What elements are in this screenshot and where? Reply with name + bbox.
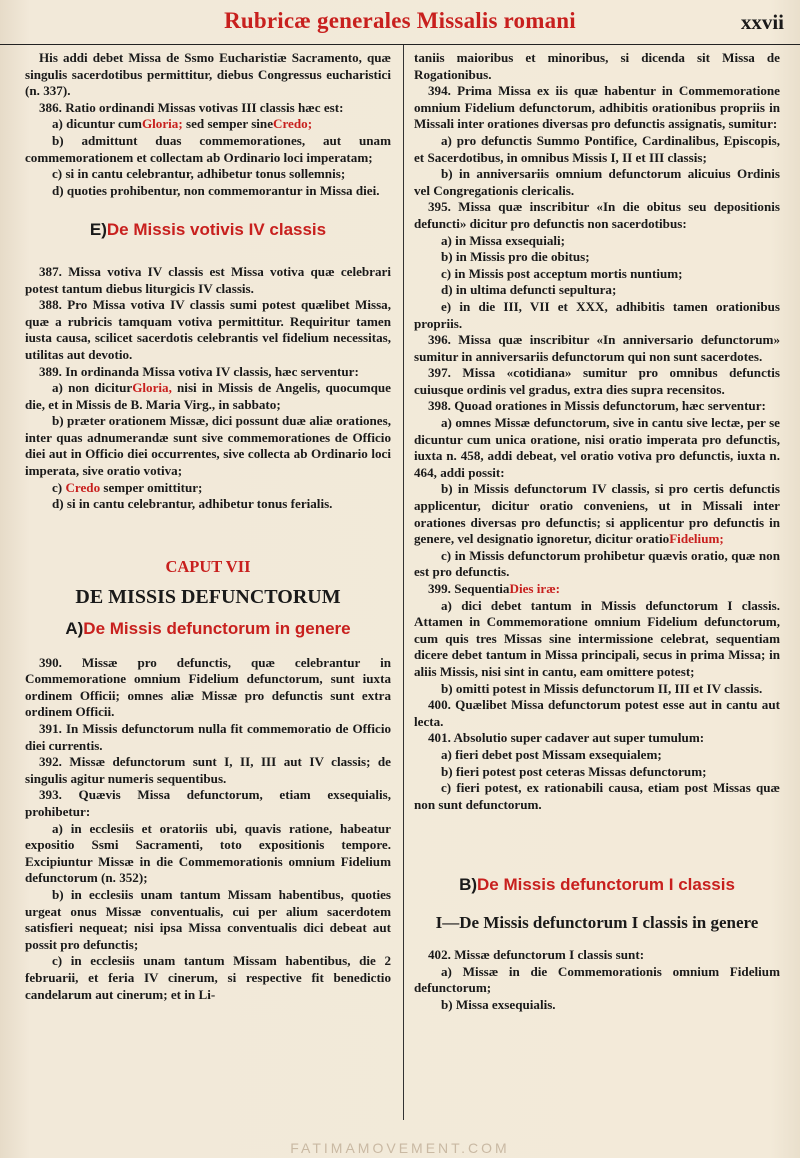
header-rule <box>0 44 800 45</box>
section-heading-b <box>414 877 780 894</box>
item-393-a: a) in ecclesiis et oratoriis ubi, quavis ratione, habeatur expositio Ssmi Sacramenti, toto expositionis tempore. Excipiuntur Missæ in die Commemorationis omnium Fidelium defunctorum (n. 352); <box>25 820 391 886</box>
item-395-e: e) in die III, VII et XXX, adhibitis tamen orationibus propriis. <box>414 298 780 331</box>
item-395-c: c) in Missis post acceptum mortis nuntium; <box>441 265 683 281</box>
item-399-b: b) omitti potest in Missis defunctorum II, III et IV classis. <box>441 680 763 696</box>
item-386-b: b) admittunt duas commemorationes, aut unam commemorationem et collectam ab Ordinario loci imperatam; <box>25 132 391 165</box>
item-386-c: c) si in cantu celebrantur, adhibetur tonus sollemnis; <box>52 166 346 182</box>
rubric-fidelium: Fidelium; <box>669 531 724 547</box>
chapter-number: CAPUT VII <box>165 556 251 576</box>
item-401-c: c) fieri potest, ex rationabili causa, etiam post Missas quæ non sunt defunctorum. <box>414 780 780 812</box>
page-number: xxvii <box>740 10 784 34</box>
text: nisi in Missis de Angelis, quocumque die, et in Missis de B. Maria Virg., in sabbato; <box>25 380 391 412</box>
section-heading-a <box>25 621 391 638</box>
text: semper omittitur; <box>100 479 203 495</box>
paragraph-398: 398. Quoad orationes in Missis defunctorum, hæc serventur: <box>428 398 766 414</box>
item-401-a: a) fieri debet post Missam exsequialem; <box>441 746 662 762</box>
header-title: Rubricæ generales Missalis romani <box>224 8 576 33</box>
watermark: FATIMAMOVEMENT.COM <box>290 1140 510 1156</box>
text: a) non dicitur <box>52 380 133 396</box>
rubric-credo: Credo <box>65 479 101 495</box>
right-column <box>414 50 780 1013</box>
text: 399. Sequentia <box>428 581 510 596</box>
rubric-dies-irae: Dies iræ: <box>509 581 561 596</box>
paragraph-393: 393. Quævis Missa defunctorum, etiam exsequialis, prohibetur: <box>25 787 391 819</box>
text: sed semper sine <box>182 116 274 132</box>
section-prefix: A) <box>65 619 84 639</box>
item-395-a: a) in Missa exsequiali; <box>441 232 566 248</box>
item-401-b: b) fieri potest post ceteras Missas defunctorum; <box>441 763 707 779</box>
paragraph-394: 394. Prima Missa ex iis quæ habentur in Commemoratione omnium Fidelium defunctorum, adhibitis orationibus propriis in Missali inter orationes diversas pro defunctis assignatis, sumitur: <box>414 83 780 132</box>
paragraph-396: 396. Missa quæ inscribitur «In anniversario defunctorum» sumitur in anniversariis defunctorum qui non sunt sacerdotes. <box>414 332 780 364</box>
paragraph-401: 401. Absolutio super cadaver aut super tumulum: <box>428 730 705 746</box>
item-398-b <box>414 481 780 547</box>
paragraph-395: 395. Missa quæ inscribitur «In die obitus seu depositionis defuncti» dicitur pro defunctis non sacerdotibus: <box>414 199 780 231</box>
item-389-b: b) præter orationem Missæ, dici possunt duæ aliæ orationes, inter quas adnumerandæ sunt sive commemorationes de Officio diei aut in Officio diei occurrentes, sive collecta ab Ordinario loci imperata, sive oratio votiva; <box>25 413 391 479</box>
item-389-a <box>25 380 391 413</box>
item-394-a: a) pro defunctis Summo Pontifice, Cardinalibus, Episcopis, et Sacerdotibus, in omnibus Missis I, II et III classis; <box>414 132 780 165</box>
paragraph-386: 386. Ratio ordinandi Missas votivas III classis hæc est: <box>39 99 344 115</box>
rubric-gloria: Gloria, <box>132 380 172 396</box>
paragraph-391: 391. In Missis defunctorum nulla fit commemoratio de Officio diei currentis. <box>25 721 391 753</box>
item-398-c: c) in Missis defunctorum prohibetur quævis oratio, quæ non est pro defunctis. <box>414 547 780 580</box>
subsection-heading-i: I—De Missis defunctorum I classis in genere <box>435 912 759 932</box>
section-prefix: B) <box>459 875 478 895</box>
section-prefix: E) <box>89 220 107 240</box>
item-386-d: d) quoties prohibentur, non commemorantur in Missa diei. <box>52 182 380 198</box>
paragraph-continued: taniis maioribus et minoribus, si dicenda sit Missa de Rogationibus. <box>414 50 780 82</box>
paragraph-397: 397. Missa «cotidiana» sumitur pro omnibus defunctis cuiusque ordinis vel gradus, extra dies supra recensitos. <box>414 365 780 397</box>
rubric-gloria: Gloria; <box>141 116 183 132</box>
chapter-title: DE MISSIS DEFUNCTORUM <box>75 586 341 609</box>
text: b) in Missis defunctorum IV classis, si pro certis defunctis applicentur, dicitur oratio conveniens, ut in Missali inter orationes diversas pro defunctis; si applicentur pro defunctis in genere, vel designatio ignoretur, dicitur oratio <box>414 481 780 547</box>
item-393-c: c) in ecclesiis unam tantum Missam habentibus, die 2 februarii, et feria IV cinerum, si respective fit benedictio candelarum aut cinerum; et in Li- <box>25 953 391 1002</box>
paragraph-eucharistic: His addi debet Missa de Ssmo Eucharistiæ Sacramento, quæ singulis sacerdotibus permittitur, diebus Congressus eucharistici (n. 337). <box>25 50 391 99</box>
paragraph-390: 390. Missæ pro defunctis, quæ celebrantur in Commemoratione omnium Fidelium defunctorum, sunt iuxta ordinem Officii; omnes aliæ Missæ pro defunctis sunt extra ordinem Officii. <box>25 654 391 720</box>
rubric-credo: Credo; <box>273 116 313 132</box>
section-title: De Missis defunctorum in genere <box>83 619 351 639</box>
section-title: De Missis defunctorum I classis <box>477 875 735 895</box>
paragraph-389: 389. In ordinanda Missa votiva IV classis, hæc serventur: <box>39 363 359 379</box>
item-395-b: b) in Missis pro die obitus; <box>441 249 590 265</box>
item-402-a: a) Missæ in die Commemorationis omnium Fidelium defunctorum; <box>414 963 780 996</box>
text: c) <box>52 479 66 495</box>
item-398-a: a) omnes Missæ defunctorum, sive in cantu sive lectæ, per se dicuntur cum unica oratione, nisi oratio imperata pro defunctis, iuxta n. 458, addi debeat, vel oratio votiva pro defunctis, iuxta n. 464, addi possit: <box>414 415 780 480</box>
item-389-c <box>25 480 391 497</box>
item-386-a <box>25 116 391 133</box>
item-402-b: b) Missa exsequialis. <box>441 996 556 1012</box>
section-title: De Missis votivis IV classis <box>106 220 327 240</box>
item-394-b: b) in anniversariis omnium defunctorum alicuius Ordinis vel Congregationis clericalis. <box>414 166 780 198</box>
item-389-d: d) si in cantu celebrantur, adhibetur tonus ferialis. <box>52 496 333 512</box>
item-393-b: b) in ecclesiis unam tantum Missam habentibus, quoties urgeat onus Missæ conventualis, cui per alium sacerdotem satisfieri nequeat; nisi ipsa Missa conventualis dici debeat aut possit pro defunctis; <box>25 886 391 952</box>
text: a) dicuntur cum <box>52 116 142 132</box>
paragraph-388: 388. Pro Missa votiva IV classis sumi potest quælibet Missa, quæ a rubricis tamquam votiva permittitur. Requiritur tamen iusta causa, scilicet sacerdotis celebrantis vel fidelium necessitas, utilitas aut devotio. <box>25 297 391 362</box>
paragraph-399 <box>414 581 780 598</box>
paragraph-392: 392. Missæ defunctorum sunt I, II, III aut IV classis; de singulis agitur numeris sequentibus. <box>25 754 391 786</box>
section-heading-e <box>25 222 391 239</box>
item-395-d: d) in ultima defuncti sepultura; <box>441 282 617 298</box>
paragraph-402: 402. Missæ defunctorum I classis sunt: <box>428 946 645 962</box>
column-divider <box>403 45 404 1120</box>
item-399-a: a) dici debet tantum in Missis defunctorum I classis. Attamen in Commemoratione omnium Fidelium defunctorum, cum quis tres Missas sine intermissione celebrat, sequentiam dicere debet tantum in Missa principali, secus in prima Missa; in aliis Missis, nisi sint in cantu, eam omittere potest; <box>414 597 780 679</box>
paragraph-400: 400. Quælibet Missa defunctorum potest esse aut in cantu aut lecta. <box>414 697 780 729</box>
running-header <box>0 0 800 46</box>
paragraph-387: 387. Missa votiva IV classis est Missa votiva quæ celebrari potest tantum diebus liturgicis IV classis. <box>25 263 391 296</box>
left-column <box>25 50 391 1003</box>
